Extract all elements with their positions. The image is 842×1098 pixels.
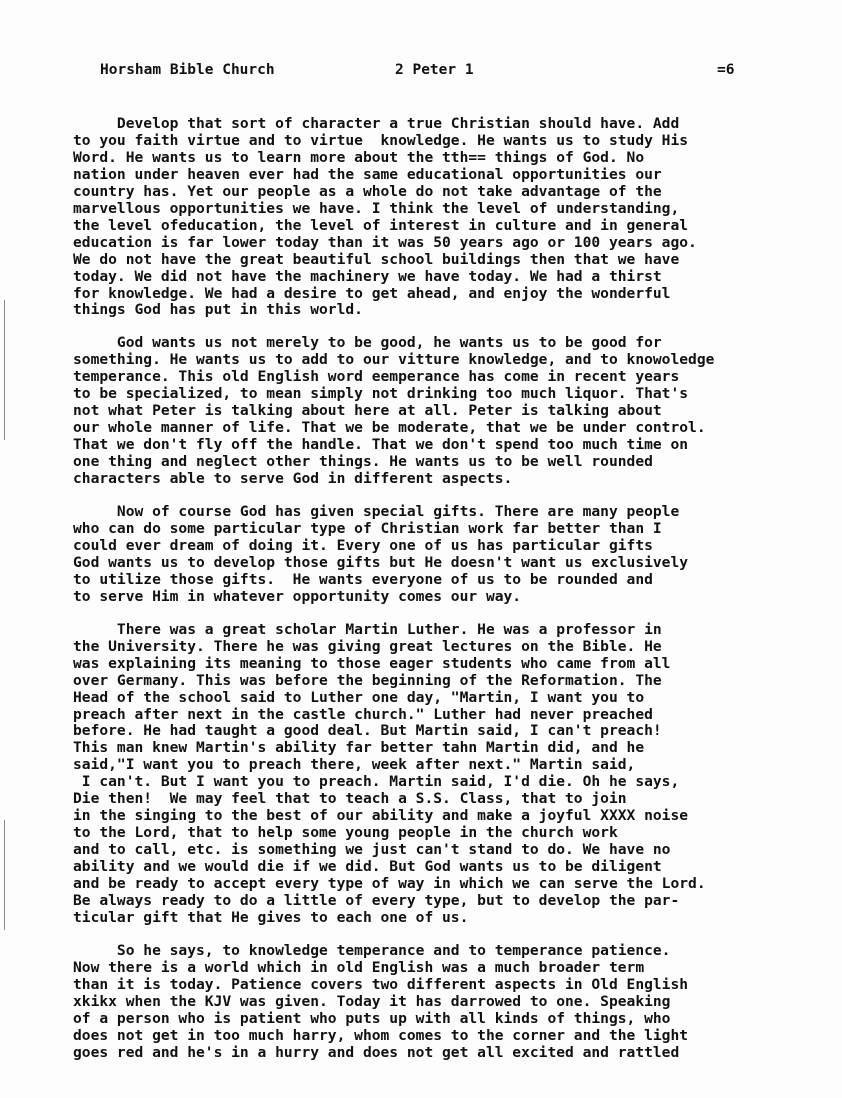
text-line: to you faith virtue and to virtue knowledge. He wants us to study His <box>73 131 689 149</box>
text-line: in the singing to the best of our ability and make a joyful XXXX noise <box>73 807 689 825</box>
text-line: preach after next in the castle church." Luther had never preached <box>73 705 653 723</box>
text-line: nation under heaven ever had the same educational opportunities our <box>73 165 662 183</box>
page-number: =6 <box>717 62 735 78</box>
text-line: ability and we would die if we did. But God wants us to be diligent <box>73 858 662 876</box>
text-line: the University. There he was giving great lectures on the Bible. He <box>73 637 662 655</box>
text-line: our whole manner of life. That we be moderate, that we be under control. <box>73 419 706 437</box>
text-line: goes red and he's in a hurry and does not get all excited and rattled <box>73 1043 680 1061</box>
sermon-body <box>73 116 833 1078</box>
text-line: one thing and neglect other things. He wants us to be well rounded <box>73 453 653 471</box>
text-line: characters able to serve God in different aspects. <box>73 470 513 488</box>
text-line: We do not have the great beautiful school buildings then that we have <box>73 250 680 268</box>
text-line: This man knew Martin's ability far better tahn Martin did, and he <box>73 739 645 757</box>
text-line: and be ready to accept every type of way in which we can serve the Lord. <box>73 875 706 893</box>
left-margin-scan-mark <box>4 300 8 440</box>
text-line: who can do some particular type of Christian work far better than I <box>73 519 662 537</box>
text-line: Develop that sort of character a true Christian should have. Add <box>73 115 680 132</box>
text-line: the level ofeducation, the level of interest in culture and in general <box>73 216 689 234</box>
text-line: temperance. This old English word eemperance has come in recent years <box>73 368 680 386</box>
paragraph <box>73 504 833 606</box>
text-line: before. He had taught a good deal. But Martin said, I can't preach! <box>73 722 662 740</box>
text-line: I can't. But I want you to preach. Martin said, I'd die. Oh he says, <box>73 773 680 791</box>
text-line: country has. Yet our people as a whole do not take advantage of the <box>73 182 662 200</box>
text-line: to serve Him in whatever opportunity comes our way. <box>73 587 522 605</box>
text-line: education is far lower today than it was 50 years ago or 100 years ago. <box>73 233 697 251</box>
paragraph <box>73 943 833 1062</box>
text-line: to be specialized, to mean simply not drinking too much liquor. That's <box>73 385 689 403</box>
text-line: said,"I want you to preach there, week after next." Martin said, <box>73 756 636 774</box>
text-line: Word. He wants us to learn more about the tth== things of God. No <box>73 148 645 166</box>
text-line: God wants us to develop those gifts but He doesn't want us exclusively <box>73 553 689 571</box>
text-line: today. We did not have the machinery we have today. We had a thirst <box>73 267 662 285</box>
paragraph <box>73 335 833 488</box>
text-line: does not get in too much harry, whom comes to the corner and the light <box>73 1026 689 1044</box>
text-line: not what Peter is talking about here at all. Peter is talking about <box>73 402 662 420</box>
paragraph <box>73 116 833 319</box>
text-line: was explaining its meaning to those eager students who came from all <box>73 654 671 672</box>
text-line: Die then! We may feel that to teach a S.S. Class, that to join <box>73 790 627 808</box>
text-line: Be always ready to do a little of every type, but to develop the par- <box>73 891 680 909</box>
left-margin-scan-mark <box>4 820 8 930</box>
scripture-reference: 2 Peter 1 <box>395 62 474 78</box>
text-line: marvellous opportunities we have. I think the level of understanding, <box>73 199 680 217</box>
text-line: things God has put in this world. <box>73 301 363 319</box>
text-line: Now there is a world which in old English was a much broader term <box>73 958 645 976</box>
church-name: Horsham Bible Church <box>100 62 275 78</box>
text-line: something. He wants us to add to our vitture knowledge, and to knowoledge <box>73 351 715 369</box>
text-line: ticular gift that He gives to each one of us. <box>73 908 469 926</box>
text-line: There was a great scholar Martin Luther. He was a professor in <box>73 620 662 638</box>
text-line: for knowledge. We had a desire to get ahead, and enjoy the wonderful <box>73 284 671 302</box>
page-header <box>100 62 740 82</box>
text-line: and to call, etc. is something we just can't stand to do. We have no <box>73 841 671 859</box>
text-line: So he says, to knowledge temperance and to temperance patience. <box>73 941 671 959</box>
text-line: to utilize those gifts. He wants everyone of us to be rounded and <box>73 570 653 588</box>
text-line: over Germany. This was before the beginning of the Reformation. The <box>73 671 662 689</box>
text-line: of a person who is patient who puts up with all kinds of things, who <box>73 1009 671 1027</box>
text-line: Now of course God has given special gifts. There are many people <box>73 503 680 521</box>
text-line: God wants us not merely to be good, he wants us to be good for <box>73 334 662 352</box>
text-line: Head of the school said to Luther one day, "Martin, I want you to <box>73 688 645 706</box>
text-line: That we don't fly off the handle. That we don't spend too much time on <box>73 436 689 454</box>
text-line: than it is today. Patience covers two different aspects in Old English <box>73 975 689 993</box>
text-line: to the Lord, that to help some young people in the church work <box>73 824 618 842</box>
text-line: could ever dream of doing it. Every one of us has particular gifts <box>73 536 653 554</box>
paragraph <box>73 622 833 927</box>
text-line: xkikx when the KJV was given. Today it has darrowed to one. Speaking <box>73 992 671 1010</box>
